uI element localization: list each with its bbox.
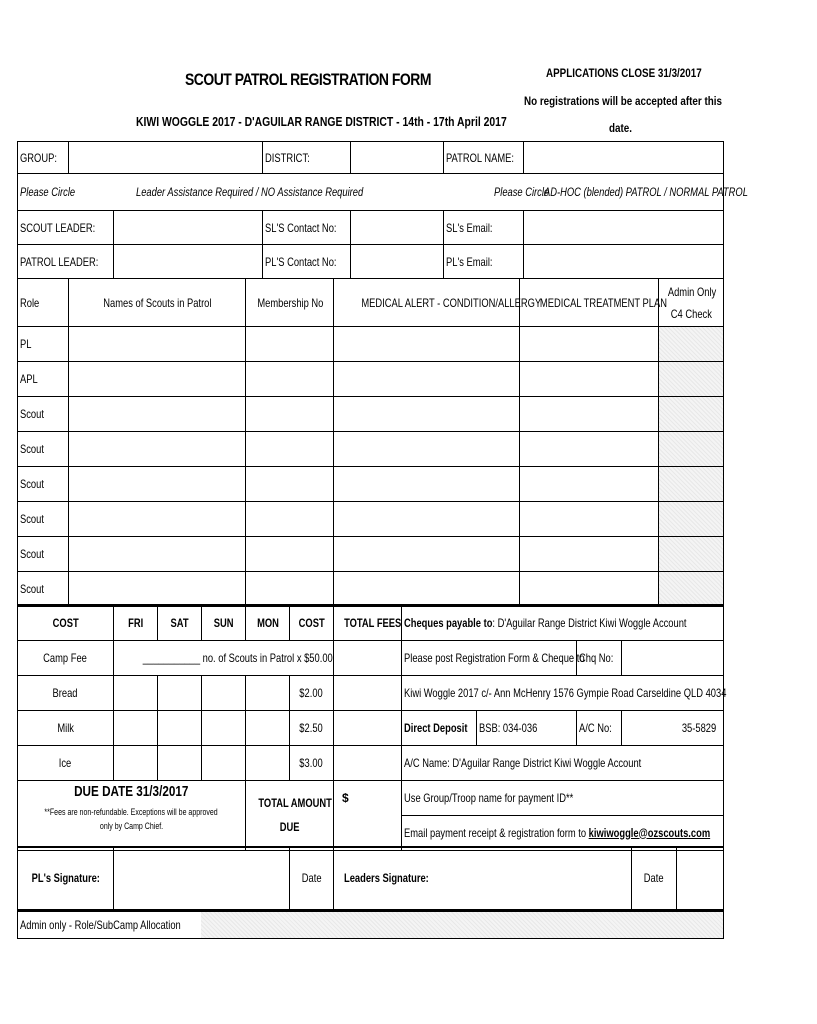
- date-word: date.: [609, 121, 632, 135]
- signature-table: [17, 846, 724, 910]
- treatment-cell[interactable]: [520, 572, 659, 607]
- payment-id-note: Use Group/Troop name for payment ID**: [404, 790, 574, 805]
- due-label: DUE: [279, 820, 300, 834]
- admin-cell: [659, 572, 724, 607]
- leader-signature-label: Leaders Signature:: [344, 871, 429, 886]
- medical-alert-cell[interactable]: [334, 502, 520, 537]
- admin-cell: [659, 502, 724, 537]
- membership-cell[interactable]: [246, 537, 334, 572]
- due-date: DUE DATE 31/3/2017: [74, 782, 189, 800]
- patrol-type-options[interactable]: AD-HOC (blended) PATROL / NORMAL PATROL: [543, 185, 748, 199]
- ice-sat[interactable]: [158, 745, 202, 780]
- medical-alert-cell[interactable]: [334, 572, 520, 607]
- table-row: [18, 572, 724, 607]
- bsb-number: BSB: 034-036: [479, 720, 538, 735]
- role-cell: Scout: [20, 512, 44, 526]
- medical-alert-cell[interactable]: [334, 362, 520, 397]
- fri-header: FRI: [127, 615, 144, 630]
- membership-cell[interactable]: [246, 502, 334, 537]
- admin-allocation-label: Admin only - Role/SubCamp Allocation: [20, 917, 181, 932]
- pl-contact-label: PL'S Contact No:: [265, 254, 337, 269]
- account-name: A/C Name: D'Aguilar Range District Kiwi Woggle Account: [404, 755, 642, 770]
- name-cell[interactable]: [69, 327, 246, 362]
- treatment-header: MEDICAL TREATMENT PLAN: [539, 295, 668, 310]
- camp-fee-label: Camp Fee: [43, 650, 88, 665]
- pl-signature-field[interactable]: [114, 847, 290, 909]
- treatment-cell[interactable]: [520, 327, 659, 362]
- names-header: Names of Scouts in Patrol: [102, 295, 212, 310]
- medical-alert-cell[interactable]: [334, 397, 520, 432]
- role-cell: PL: [20, 337, 32, 351]
- table-row: [18, 537, 724, 572]
- date-label-1: Date: [301, 871, 322, 886]
- fees-note-1: **Fees are non-refundable. Exceptions will be approved: [44, 806, 219, 817]
- district-field[interactable]: [351, 142, 444, 174]
- no-registrations-note: No registrations will be accepted after this: [524, 94, 722, 108]
- sat-header: SAT: [170, 615, 189, 630]
- patrol-name-field[interactable]: [524, 142, 724, 174]
- patrol-leader-field[interactable]: [114, 245, 263, 279]
- please-circle-2: Please Circle: [493, 185, 549, 199]
- total-fees-header: TOTAL FEES: [344, 615, 402, 630]
- bread-cost: $2.00: [299, 685, 324, 700]
- email-link[interactable]: kiwiwoggle@ozscouts.com: [588, 825, 711, 840]
- patrol-leader-label: PATROL LEADER:: [20, 254, 99, 269]
- bread-sun[interactable]: [202, 675, 246, 710]
- role-cell: Scout: [20, 407, 44, 421]
- milk-cost: $2.50: [299, 720, 324, 735]
- cheques-payable-label: Cheques payable to: [404, 615, 493, 630]
- bread-mon[interactable]: [246, 675, 290, 710]
- sl-contact-field[interactable]: [351, 211, 444, 245]
- medical-alert-cell[interactable]: [334, 432, 520, 467]
- medical-alert-cell[interactable]: [334, 327, 520, 362]
- milk-sat[interactable]: [158, 710, 202, 745]
- table-row: [18, 502, 724, 537]
- camp-fee-desc[interactable]: ___________ no. of Scouts in Patrol x $50.00: [142, 650, 333, 665]
- sl-email-label: SL's Email:: [446, 220, 493, 235]
- role-cell: Scout: [20, 477, 44, 491]
- bread-sat[interactable]: [158, 675, 202, 710]
- membership-cell[interactable]: [246, 467, 334, 502]
- cost-col-header: COST: [298, 615, 325, 630]
- treatment-cell[interactable]: [520, 397, 659, 432]
- bread-fri[interactable]: [114, 675, 158, 710]
- sl-email-field[interactable]: [524, 211, 724, 245]
- pl-email-label: PL's Email:: [446, 254, 493, 269]
- name-cell[interactable]: [69, 467, 246, 502]
- admin-allocation-field: [201, 911, 724, 938]
- leader-assistance-options[interactable]: Leader Assistance Required / NO Assistance Required: [135, 185, 363, 199]
- role-cell: Scout: [20, 582, 44, 596]
- ice-total[interactable]: [334, 745, 402, 780]
- treatment-cell[interactable]: [520, 432, 659, 467]
- postal-address: Kiwi Woggle 2017 c/- Ann McHenry 1576 Gympie Road Carseldine QLD 4034: [404, 685, 727, 700]
- medical-alert-header: MEDICAL ALERT - CONDITION/ALLERGY: [361, 295, 542, 310]
- event-subtitle: KIWI WOGGLE 2017 - D'AGUILAR RANGE DISTRICT - 14th - 17th April 2017: [136, 114, 507, 129]
- date-field-2[interactable]: [677, 847, 724, 909]
- pl-contact-field[interactable]: [351, 245, 444, 279]
- camp-fee-total[interactable]: [334, 640, 402, 675]
- admin-only-header: Admin Only: [667, 284, 717, 299]
- cheques-payable-value: : D'Aguilar Range District Kiwi Woggle Account: [492, 615, 687, 630]
- name-cell[interactable]: [69, 397, 246, 432]
- membership-cell[interactable]: [246, 327, 334, 362]
- table-row: [18, 362, 724, 397]
- treatment-cell[interactable]: [520, 467, 659, 502]
- fees-note-2: only by Camp Chief.: [99, 820, 164, 831]
- please-circle-1: Please Circle: [20, 185, 76, 199]
- date-label-2: Date: [644, 871, 664, 886]
- group-field[interactable]: [69, 142, 263, 174]
- scouts-table: [17, 278, 724, 607]
- name-cell[interactable]: [69, 432, 246, 467]
- ice-label: Ice: [59, 755, 72, 770]
- table-row: [18, 327, 724, 362]
- milk-fri[interactable]: [114, 710, 158, 745]
- total-dollar-field[interactable]: $: [342, 790, 349, 805]
- post-instructions: Please post Registration Form & Cheque to: [404, 650, 585, 665]
- ice-cost: $3.00: [299, 755, 324, 770]
- cost-table: [17, 604, 727, 851]
- ice-mon[interactable]: [246, 745, 290, 780]
- membership-cell[interactable]: [246, 432, 334, 467]
- milk-sun[interactable]: [202, 710, 246, 745]
- membership-cell[interactable]: [246, 572, 334, 607]
- sl-contact-label: SL'S Contact No:: [265, 220, 337, 235]
- membership-cell[interactable]: [246, 362, 334, 397]
- role-cell: APL: [20, 372, 38, 386]
- district-label: DISTRICT:: [265, 150, 310, 165]
- admin-cell: [659, 467, 724, 502]
- admin-cell: [659, 432, 724, 467]
- membership-header: Membership No: [257, 295, 324, 310]
- sun-header: SUN: [213, 615, 234, 630]
- ac-no-value: 35-5829: [681, 720, 717, 735]
- form-title: SCOUT PATROL REGISTRATION FORM: [185, 70, 431, 89]
- role-cell: Scout: [20, 442, 44, 456]
- mon-header: MON: [256, 615, 279, 630]
- treatment-cell[interactable]: [520, 537, 659, 572]
- chq-no-label: Chq No:: [579, 650, 614, 665]
- direct-deposit-label: Direct Deposit: [404, 720, 468, 735]
- applications-close: APPLICATIONS CLOSE 31/3/2017: [546, 66, 702, 80]
- ice-sun[interactable]: [202, 745, 246, 780]
- info-table: [17, 141, 748, 279]
- ac-no-label: A/C No:: [579, 720, 612, 735]
- table-row: [18, 397, 724, 432]
- scout-leader-field[interactable]: [114, 211, 263, 245]
- name-cell[interactable]: [69, 537, 246, 572]
- scout-leader-label: SCOUT LEADER:: [20, 220, 96, 235]
- admin-cell: [659, 327, 724, 362]
- name-cell[interactable]: [69, 502, 246, 537]
- table-row: [18, 432, 724, 467]
- email-instructions: Email payment receipt & registration form to: [404, 825, 589, 840]
- total-amount-label: TOTAL AMOUNT: [258, 796, 332, 810]
- membership-cell[interactable]: [246, 397, 334, 432]
- bread-total[interactable]: [334, 675, 402, 710]
- milk-total[interactable]: [334, 710, 402, 745]
- patrol-name-label: PATROL NAME:: [446, 150, 514, 165]
- medical-alert-cell[interactable]: [334, 467, 520, 502]
- c4-check-header: C4 Check: [670, 306, 712, 321]
- bread-label: Bread: [53, 685, 78, 700]
- admin-cell: [659, 397, 724, 432]
- treatment-cell[interactable]: [520, 362, 659, 397]
- group-label: GROUP:: [20, 150, 57, 165]
- admin-table: [17, 910, 724, 939]
- medical-alert-cell[interactable]: [334, 537, 520, 572]
- treatment-cell[interactable]: [520, 502, 659, 537]
- ice-fri[interactable]: [114, 745, 158, 780]
- role-cell: Scout: [20, 547, 44, 561]
- pl-signature-label: PL's Signature:: [31, 871, 100, 886]
- admin-cell: [659, 362, 724, 397]
- milk-mon[interactable]: [246, 710, 290, 745]
- chq-no-field[interactable]: [622, 640, 724, 675]
- table-row: [18, 467, 724, 502]
- admin-cell: [659, 537, 724, 572]
- role-header: Role: [20, 295, 40, 310]
- milk-label: Milk: [57, 720, 74, 735]
- name-cell[interactable]: [69, 572, 246, 607]
- pl-email-field[interactable]: [524, 245, 724, 279]
- cost-header: COST: [52, 615, 79, 630]
- name-cell[interactable]: [69, 362, 246, 397]
